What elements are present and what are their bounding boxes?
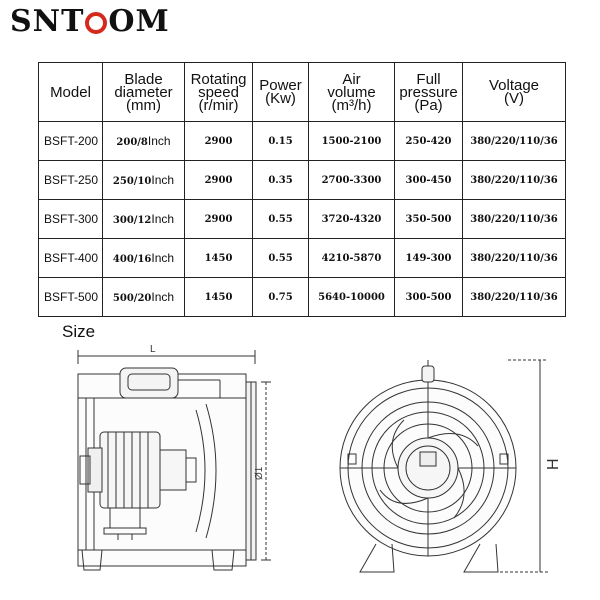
header-cell bbox=[309, 63, 395, 122]
cell-pressure: 350-500 bbox=[395, 200, 463, 239]
table-body bbox=[39, 122, 566, 317]
cell-model: BSFT-500 bbox=[39, 278, 103, 317]
header-text: diameter bbox=[114, 83, 173, 101]
blade-mm: 200/8 bbox=[116, 137, 148, 148]
table-row bbox=[39, 122, 566, 161]
cell-voltage: 380/220/110/36 bbox=[463, 200, 566, 239]
cell-voltage: 380/220/110/36 bbox=[463, 122, 566, 161]
cell-power: 0.35 bbox=[253, 161, 309, 200]
front-view bbox=[340, 360, 548, 572]
header-text: (m³/h) bbox=[331, 96, 372, 114]
cell-model: BSFT-300 bbox=[39, 200, 103, 239]
cell-pressure: 250-420 bbox=[395, 122, 463, 161]
header-text: Model bbox=[50, 83, 91, 101]
cell-voltage: 380/220/110/36 bbox=[463, 161, 566, 200]
cell-speed: 1450 bbox=[185, 278, 253, 317]
table-row bbox=[39, 200, 566, 239]
blade-mm: 400/16 bbox=[112, 254, 152, 265]
cell-speed: 2900 bbox=[185, 161, 253, 200]
cell-power: 0.75 bbox=[253, 278, 309, 317]
brand-text-left: SNT bbox=[10, 4, 85, 39]
header-text: Voltage bbox=[488, 77, 540, 94]
cell-blade bbox=[103, 278, 185, 317]
header-text: (r/mir) bbox=[198, 96, 239, 114]
blade-inch-unit: Inch bbox=[151, 251, 175, 265]
brand-ring-icon bbox=[85, 12, 107, 34]
header-row bbox=[39, 63, 566, 122]
cell-blade bbox=[103, 122, 185, 161]
brand-text-right: OM bbox=[108, 4, 170, 39]
header-text: (Kw) bbox=[265, 90, 296, 107]
blade-inch-unit: Inch bbox=[151, 173, 175, 187]
cell-model: BSFT-200 bbox=[39, 122, 103, 161]
cell-blade bbox=[103, 161, 185, 200]
blade-mm: 500/20 bbox=[112, 293, 152, 304]
cell-volume: 1500-2100 bbox=[309, 122, 395, 161]
header-text: Air bbox=[342, 70, 361, 88]
cell-model: BSFT-250 bbox=[39, 161, 103, 200]
cell-voltage: 380/220/110/36 bbox=[463, 239, 566, 278]
header-cell bbox=[39, 63, 103, 122]
header-text: Blade bbox=[124, 70, 163, 88]
header-text: (Pa) bbox=[414, 96, 443, 114]
diameter-label: Ø1 bbox=[254, 466, 265, 480]
table-row bbox=[39, 278, 566, 317]
cell-volume: 3720-4320 bbox=[309, 200, 395, 239]
cell-pressure: 149-300 bbox=[395, 239, 463, 278]
side-view bbox=[78, 350, 271, 570]
header-cell bbox=[103, 63, 185, 122]
header-text: speed bbox=[198, 83, 239, 101]
cell-voltage: 380/220/110/36 bbox=[463, 278, 566, 317]
cell-speed: 2900 bbox=[185, 200, 253, 239]
blade-mm: 300/12 bbox=[112, 215, 152, 226]
cell-blade bbox=[103, 200, 185, 239]
table-row bbox=[39, 239, 566, 278]
header-text: (V) bbox=[504, 90, 524, 107]
blade-inch-unit: Inch bbox=[147, 134, 171, 148]
height-label: H bbox=[545, 458, 562, 470]
header-cell bbox=[253, 63, 309, 122]
cell-speed: 2900 bbox=[185, 122, 253, 161]
cell-volume: 4210-5870 bbox=[309, 239, 395, 278]
header-text: volume bbox=[327, 83, 376, 101]
cell-model: BSFT-400 bbox=[39, 239, 103, 278]
size-title: Size bbox=[62, 322, 96, 341]
cell-volume: 5640-10000 bbox=[309, 278, 395, 317]
cell-speed: 1450 bbox=[185, 239, 253, 278]
header-cell bbox=[395, 63, 463, 122]
cell-power: 0.55 bbox=[253, 200, 309, 239]
blade-inch-unit: Inch bbox=[151, 212, 175, 226]
blade-inch-unit: Inch bbox=[151, 290, 175, 304]
fan-technical-drawing bbox=[0, 340, 600, 580]
header-cell bbox=[185, 63, 253, 122]
cell-pressure: 300-500 bbox=[395, 278, 463, 317]
cell-power: 0.15 bbox=[253, 122, 309, 161]
header-text: pressure bbox=[399, 83, 458, 101]
header-text: Power bbox=[259, 77, 302, 94]
cell-volume: 2700-3300 bbox=[309, 161, 395, 200]
cell-pressure: 300-450 bbox=[395, 161, 463, 200]
header-cell bbox=[463, 63, 566, 122]
table-row bbox=[39, 161, 566, 200]
cell-blade bbox=[103, 239, 185, 278]
header-text: Full bbox=[416, 70, 441, 88]
spec-table bbox=[38, 62, 566, 317]
brand-logo bbox=[10, 4, 170, 39]
length-label: L bbox=[150, 344, 156, 355]
blade-mm: 250/10 bbox=[112, 176, 152, 187]
cell-power: 0.55 bbox=[253, 239, 309, 278]
header-text: Rotating bbox=[190, 70, 247, 88]
header-text: (mm) bbox=[126, 96, 161, 114]
